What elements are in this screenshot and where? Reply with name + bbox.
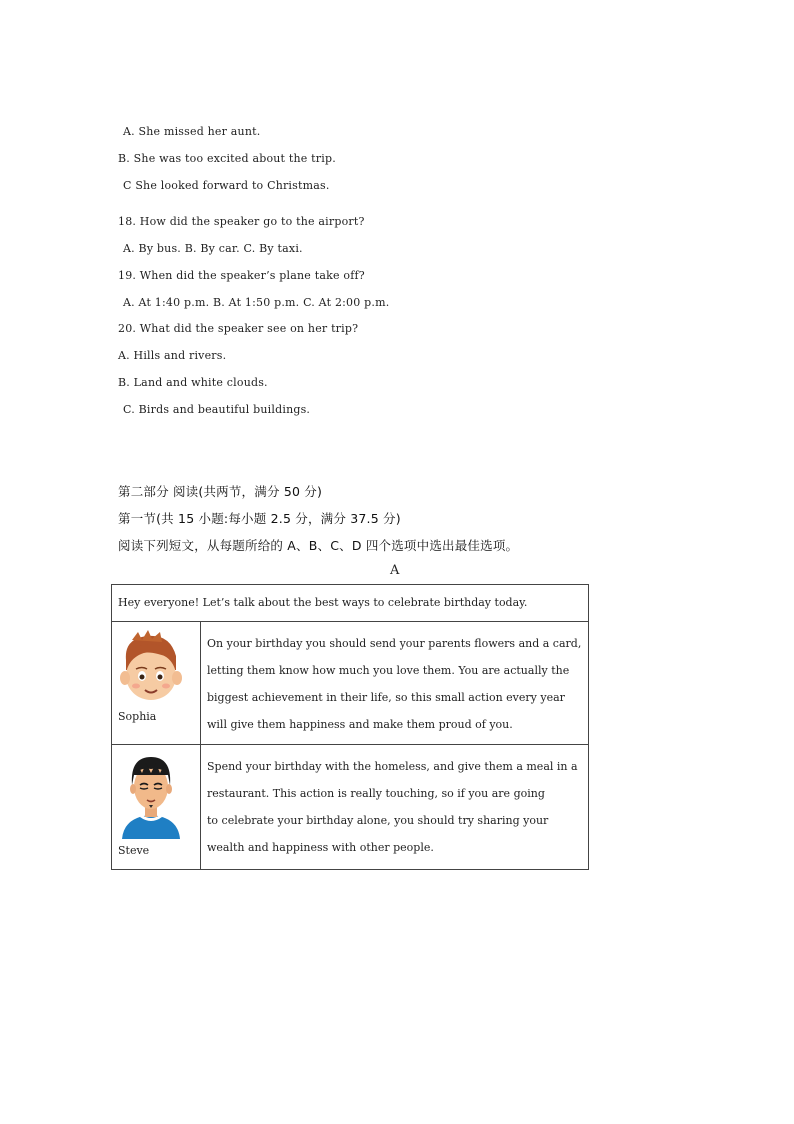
- boy-avatar-icon: [118, 751, 184, 839]
- post-line: Spend your birthday with the homeless, and give them a meal in a: [207, 760, 578, 773]
- post-line: restaurant. This action is really touching, so if you are going: [207, 787, 545, 800]
- post-line: letting them know how much you love them. You are actually the: [207, 664, 570, 677]
- post-line: biggest achievement in their life, so this small action every year: [207, 691, 565, 704]
- part-title: 第二部分 阅读(共两节，满分 50 分): [118, 484, 323, 499]
- passage-table: [111, 584, 589, 870]
- option-20a: A. Hills and rivers.: [118, 349, 227, 362]
- option-17b: B. She was too excited about the trip.: [118, 152, 336, 165]
- post-line: will give them happiness and make them proud of you.: [207, 718, 513, 731]
- instruction: 阅读下列短文，从每题所给的 A、B、C、D 四个选项中选出最佳选项。: [118, 538, 519, 553]
- avatar-cell: [112, 622, 201, 745]
- post-text: [201, 745, 589, 870]
- intro-cell: Hey everyone! Let’s talk about the best ways to celebrate birthday today.: [112, 585, 589, 622]
- author-name: Steve: [118, 844, 150, 857]
- options-18: A. By bus. B. By car. C. By taxi.: [123, 242, 303, 255]
- option-17c: C She looked forward to Christmas.: [123, 179, 330, 192]
- avatar-cell: [112, 745, 201, 870]
- post-line: wealth and happiness with other people.: [207, 841, 434, 854]
- post-row-sophia: [112, 622, 589, 745]
- option-17a: A. She missed her aunt.: [123, 125, 261, 138]
- post-line: On your birthday you should send your parents flowers and a card,: [207, 637, 582, 650]
- post-line: to celebrate your birthday alone, you should try sharing your: [207, 814, 549, 827]
- subsection-title: 第一节(共 15 小题:每小题 2.5 分，满分 37.5 分): [118, 511, 401, 526]
- option-20c: C. Birds and beautiful buildings.: [123, 403, 311, 416]
- post-row-steve: [112, 745, 589, 870]
- post-text: [201, 622, 589, 745]
- question-20: 20. What did the speaker see on her trip?: [118, 322, 359, 335]
- question-19: 19. When did the speaker’s plane take off?: [118, 269, 365, 282]
- options-19: A. At 1:40 p.m. B. At 1:50 p.m. C. At 2:00 p.m.: [123, 296, 390, 309]
- author-name: Sophia: [118, 710, 157, 723]
- option-20b: B. Land and white clouds.: [118, 376, 268, 389]
- passage-label: A: [390, 563, 400, 578]
- question-18: 18. How did the speaker go to the airport?: [118, 215, 365, 228]
- girl-avatar-icon: [118, 630, 184, 704]
